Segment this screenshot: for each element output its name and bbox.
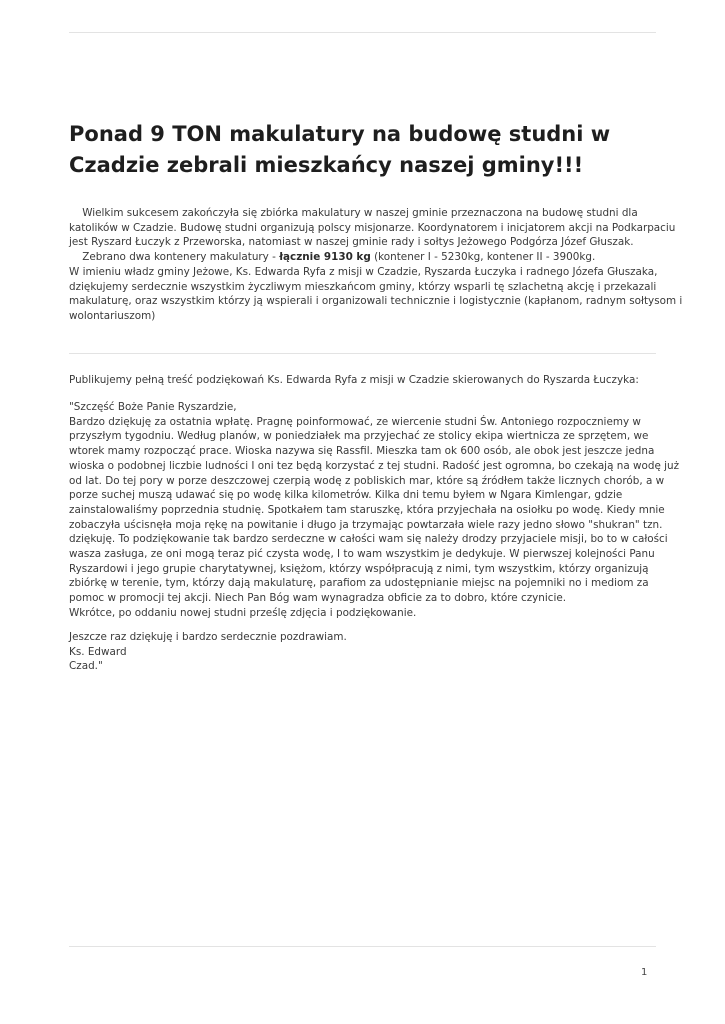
- letter-line: wioska o podobnej liczbie ludności I oni tez będą korzystać z tej studni. Radość jest ogromna, bo czekają na wodę już: [69, 459, 680, 472]
- thanks-line: wolontariuszom): [69, 309, 156, 322]
- containers-total: łącznie 9130 kg: [279, 251, 371, 264]
- letter-line: wtorek mamy rozpocząć prace. Wioska nazywa się Rassfil. Mieszka tam ok 600 osób, ale obok jest jeszcze jedna: [69, 445, 655, 458]
- intro-line: katolików w Czadzie. Budowę studni organizują polscy misjonarze. Koordynatorem i inicjatorem akcji na Podkarpaciu: [69, 221, 676, 234]
- title-line: Czadzie zebrali mieszkańcy naszej gminy!!!: [69, 153, 584, 177]
- page-number: 1: [641, 967, 648, 978]
- letter-line: zbiórkę w terenie, tym, którzy dają makulaturę, parafiom za udostępnianie miejsc na pojemniki no i mediom za: [69, 577, 649, 590]
- closing-line: Czad.": [69, 660, 103, 673]
- letter-closing: [69, 630, 669, 674]
- intro-paragraph: [69, 206, 683, 324]
- letter-line: zobaczyła uścisnęła moja rękę na powitanie i długo ja trzymając powtarzała wiele razy jedno słowo "shukran" tzn.: [69, 518, 663, 531]
- containers-suffix: (kontener I - 5230kg, kontener II - 3900kg.: [370, 251, 596, 264]
- letter-intro: [69, 373, 669, 388]
- closing-line: Jeszcze raz dziękuję i bardzo serdecznie pozdrawiam.: [69, 631, 347, 643]
- letter-line: Ryszardowi i jego grupie charytatywnej, księżom, którzy współpracują z nimi, tym wszystkim, którzy organizują: [69, 562, 649, 575]
- letter-body: [69, 400, 680, 621]
- intro-line: jest Ryszard Łuczyk z Przeworska, natomiast w naszej gminie rady i sołtys Jeżowego Podgórza Józef Głuszak.: [69, 236, 634, 249]
- letter-line: porze suchej muszą udawać się po wodę kilka kilometrów. Kilka dni temu byłem w Ngara Kimlengar, gdzie: [69, 489, 623, 502]
- letter-line: "Szczęść Boże Panie Ryszardzie,: [69, 401, 237, 413]
- thanks-line: makulaturę, oraz wszystkim którzy ją wspierali i organizowali technicznie i logistycznie (kapłanom, radnym sołtysom i: [69, 295, 683, 308]
- letter-line: Bardzo dziękuję za ostatnia wpłatę. Pragnę poinformować, ze wiercenie studni Św. Antoniego rozpoczniemy w: [69, 415, 641, 428]
- closing-line: Ks. Edward: [69, 645, 127, 658]
- letter-line: pomoc w promocji tej akcji. Niech Pan Bóg wam wynagradza obficie za to dobro, które czynicie.: [69, 592, 567, 605]
- article-title: [69, 119, 669, 181]
- letter-line: zainstalowaliśmy poprzednia studnię. Spotkałem tam staruszkę, która przyjechała na osiołku po wodę. Kiedy mnie: [69, 503, 665, 516]
- letter-line: wasza zasługa, ze oni mogą teraz pić czysta wodę, I to wam wszystkim je dedykuje. W pierwszej kolejności Panu: [69, 548, 655, 561]
- intro-line: Wielkim sukcesem zakończyła się zbiórka makulatury w naszej gminie przeznaczona na budowę studni dla: [69, 207, 638, 219]
- containers-line: [69, 250, 669, 265]
- bottom-divider: [69, 946, 656, 947]
- letter-line: przyszłym tygodniu. Według planów, w poniedziałek ma przyjechać ze stolicy ekipa wiertnicza ze sprzętem, we: [69, 430, 649, 443]
- section-divider: [69, 353, 656, 354]
- letter-line: dziękuję. To podziękowanie tak bardzo serdeczne w całości wam się należy drodzy przyjaciele misji, bo to w całości: [69, 533, 668, 546]
- thanks-line: W imieniu władz gminy Jeżowe, Ks. Edwarda Ryfa z misji w Czadzie, Ryszarda Łuczyka i radnego Józefa Głuszaka,: [69, 265, 658, 278]
- top-divider: [69, 32, 656, 33]
- letter-intro-text: Publikujemy pełną treść podziękowań Ks. Edwarda Ryfa z misji w Czadzie skierowanych do Ryszarda Łuczyka:: [69, 374, 639, 386]
- title-line: Ponad 9 TON makulatury na budowę studni w: [69, 122, 611, 146]
- containers-prefix: Zebrano dwa kontenery makulatury -: [69, 251, 280, 264]
- thanks-line: dziękujemy serdecznie wszystkim życzliwym mieszkańcom gminy, którzy wsparli tę szlachetną akcję i przekazali: [69, 280, 657, 293]
- letter-line: Wkrótce, po oddaniu nowej studni prześlę zdjęcia i podziękowanie.: [69, 606, 417, 619]
- letter-line: od lat. Do tej pory w porze deszczowej czerpią wodę z pobliskich mar, które są źródłem także licznych chorób, a w: [69, 474, 665, 487]
